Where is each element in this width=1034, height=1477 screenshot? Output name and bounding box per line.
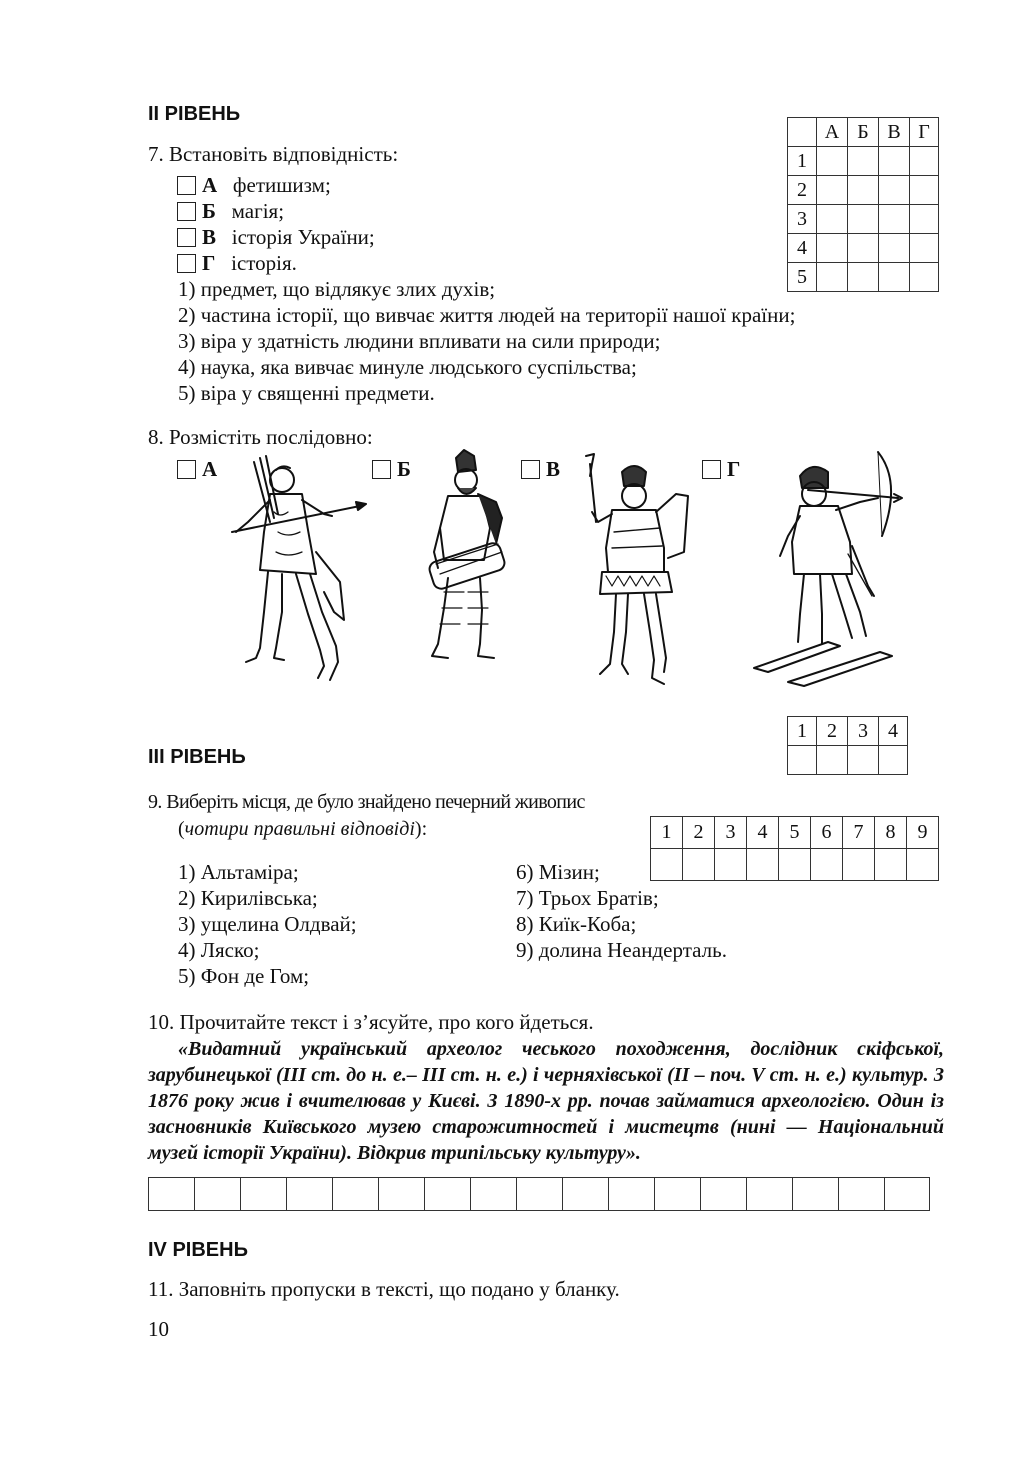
answer-cell[interactable] [848, 205, 879, 234]
q8-option-a [177, 456, 217, 482]
level-4-heading: IV РІВЕНЬ [148, 1239, 248, 1261]
answer-cell[interactable] [848, 147, 879, 176]
option-text: історія України; [231, 225, 375, 249]
answer-cell[interactable] [715, 849, 747, 881]
q9-item-3: 3) ущелина Олдвай; [178, 912, 357, 936]
page-number: 10 [148, 1317, 169, 1341]
grid-col-header: 3 [848, 717, 879, 746]
grid-col-header: 5 [779, 817, 811, 849]
q9-prompt: 9. Виберіть місця, де було знайдено печерний живопис [148, 791, 585, 813]
answer-cell[interactable] [333, 1178, 379, 1211]
answer-cell[interactable] [885, 1178, 930, 1211]
q7-answer-grid [787, 117, 939, 292]
answer-cell[interactable] [683, 849, 715, 881]
answer-cell[interactable] [910, 234, 939, 263]
note-text: чотири правильні відповіді [184, 818, 415, 840]
answer-cell[interactable] [609, 1178, 655, 1211]
grid-col-header: 7 [843, 817, 875, 849]
checkbox-v[interactable] [177, 228, 196, 247]
q9-note [178, 816, 427, 842]
option-letter: Б [397, 457, 411, 481]
answer-cell[interactable] [817, 147, 848, 176]
checkbox-b[interactable] [372, 460, 391, 479]
answer-cell[interactable] [817, 205, 848, 234]
answer-cell[interactable] [287, 1178, 333, 1211]
option-text: історія. [231, 251, 297, 275]
option-letter: А [202, 457, 218, 481]
answer-cell[interactable] [811, 849, 843, 881]
option-letter: А [202, 173, 218, 197]
q7-item-2: 2) частина історії, що вивчає життя людей на території нашої країни; [178, 303, 796, 327]
answer-cell[interactable] [779, 849, 811, 881]
q7-option-b [177, 198, 284, 224]
answer-cell[interactable] [843, 849, 875, 881]
q7-item-4: 4) наука, яка вивчає минуле людського суспільства; [178, 355, 637, 379]
hunter-with-spear-figure [224, 452, 370, 688]
level-3-heading: ІІІ РІВЕНЬ [148, 746, 246, 768]
grid-col-header: 6 [811, 817, 843, 849]
answer-cell[interactable] [910, 176, 939, 205]
option-text: магія; [231, 199, 285, 223]
answer-cell[interactable] [879, 176, 910, 205]
option-letter: Б [202, 199, 216, 223]
answer-cell[interactable] [848, 176, 879, 205]
grid-col-header: 4 [747, 817, 779, 849]
grid-col-header: В [879, 118, 910, 147]
answer-cell[interactable] [517, 1178, 563, 1211]
answer-cell[interactable] [379, 1178, 425, 1211]
q7-option-g [177, 250, 297, 276]
answer-cell[interactable] [910, 205, 939, 234]
grid-corner [788, 118, 817, 147]
note-open: ( [178, 818, 185, 840]
answer-cell[interactable] [747, 849, 779, 881]
grid-row-header: 2 [788, 176, 817, 205]
checkbox-g[interactable] [702, 460, 721, 479]
answer-cell[interactable] [879, 746, 908, 775]
answer-cell[interactable] [848, 234, 879, 263]
answer-cell[interactable] [879, 205, 910, 234]
answer-cell[interactable] [848, 263, 879, 292]
answer-cell[interactable] [875, 849, 907, 881]
answer-cell[interactable] [747, 1178, 793, 1211]
grid-col-header: Г [910, 118, 939, 147]
q7-item-5: 5) віра у священні предмети. [178, 381, 435, 405]
answer-cell[interactable] [563, 1178, 609, 1211]
option-letter: В [546, 457, 561, 481]
answer-cell[interactable] [788, 746, 817, 775]
grid-col-header: 2 [817, 717, 848, 746]
grid-col-header: 2 [683, 817, 715, 849]
grid-col-header: Б [848, 118, 879, 147]
option-letter: Г [727, 457, 741, 481]
grid-col-header: 9 [907, 817, 939, 849]
q9-item-2: 2) Кирилівська; [178, 886, 318, 910]
q9-item-5: 5) Фон де Гом; [178, 964, 310, 988]
answer-cell[interactable] [817, 176, 848, 205]
grid-row-header: 4 [788, 234, 817, 263]
checkbox-a[interactable] [177, 460, 196, 479]
answer-cell[interactable] [879, 234, 910, 263]
answer-cell[interactable] [651, 849, 683, 881]
answer-cell[interactable] [195, 1178, 241, 1211]
q9-item-1: 1) Альтаміра; [178, 860, 299, 884]
answer-cell[interactable] [910, 263, 939, 292]
checkbox-b[interactable] [177, 202, 196, 221]
answer-cell[interactable] [655, 1178, 701, 1211]
answer-cell[interactable] [701, 1178, 747, 1211]
answer-cell[interactable] [817, 263, 848, 292]
grid-row-header: 5 [788, 263, 817, 292]
q8-option-b [372, 456, 411, 482]
answer-cell[interactable] [793, 1178, 839, 1211]
option-letter: В [202, 225, 217, 249]
q7-option-v [177, 224, 375, 250]
q8-answer-grid [787, 716, 908, 775]
q10-answer-cells [148, 1177, 930, 1211]
note-close: ): [414, 818, 428, 840]
checkbox-a[interactable] [177, 176, 196, 195]
q9-item-6: 6) Мізин; [516, 860, 600, 884]
q9-item-4: 4) Ляско; [178, 938, 260, 962]
archer-on-skis-figure [748, 446, 908, 692]
q7-option-a [177, 172, 331, 198]
answer-cell[interactable] [471, 1178, 517, 1211]
answer-cell[interactable] [879, 147, 910, 176]
q10-quote: «Видатний український археолог чеського походження, дослідник скіфської, зарубинецької (ІІІ ст. до н. е.– ІІІ ст. н. е.) і черняхівської (ІІ – поч. V ст. н. е.) культур. З 1876 року жив і вчителював у Києві. З 1890-х рр. почав займатися археологією. Один із засновників Київського музею старожитностей і мистецтв (нині — Національний музей історії України). Відкрив трипільську культуру». [148, 1038, 944, 1164]
q7-item-1: 1) предмет, що відлякує злих духів; [178, 277, 496, 301]
answer-cell[interactable] [910, 147, 939, 176]
checkbox-g[interactable] [177, 254, 196, 273]
nomad-with-quiver-figure [418, 448, 528, 668]
option-letter: Г [202, 251, 216, 275]
grid-col-header: 4 [879, 717, 908, 746]
grid-col-header: 1 [788, 717, 817, 746]
q11-prompt: 11. Заповніть пропуски в тексті, що подано у бланку. [148, 1277, 620, 1301]
q9-item-9: 9) долина Неандерталь. [516, 938, 727, 962]
answer-cell[interactable] [241, 1178, 287, 1211]
warrior-with-shield-figure [572, 452, 696, 688]
q9-answer-grid [650, 816, 939, 881]
answer-cell[interactable] [839, 1178, 885, 1211]
answer-cell[interactable] [425, 1178, 471, 1211]
answer-cell[interactable] [879, 263, 910, 292]
q9-item-8: 8) Киїк-Коба; [516, 912, 637, 936]
grid-col-header: 8 [875, 817, 907, 849]
q9-item-7: 7) Трьох Братів; [516, 886, 659, 910]
q10-prompt: 10. Прочитайте текст і з’ясуйте, про кого йдеться. [148, 1010, 594, 1034]
level-2-heading: ІІ РІВЕНЬ [148, 103, 241, 125]
grid-col-header: 3 [715, 817, 747, 849]
grid-row-header: 1 [788, 147, 817, 176]
q8-prompt: 8. Розмістіть послідовно: [148, 425, 373, 449]
answer-cell[interactable] [149, 1178, 195, 1211]
q8-option-g [702, 456, 740, 482]
grid-row-header: 3 [788, 205, 817, 234]
answer-cell[interactable] [848, 746, 879, 775]
answer-cell[interactable] [817, 234, 848, 263]
q7-prompt: 7. Встановіть відповідність: [148, 142, 399, 166]
grid-col-header: А [817, 118, 848, 147]
q7-item-3: 3) віра у здатність людини впливати на сили природи; [178, 329, 661, 353]
answer-cell[interactable] [907, 849, 939, 881]
answer-cell[interactable] [817, 746, 848, 775]
grid-col-header: 1 [651, 817, 683, 849]
option-text: фетишизм; [232, 173, 331, 197]
